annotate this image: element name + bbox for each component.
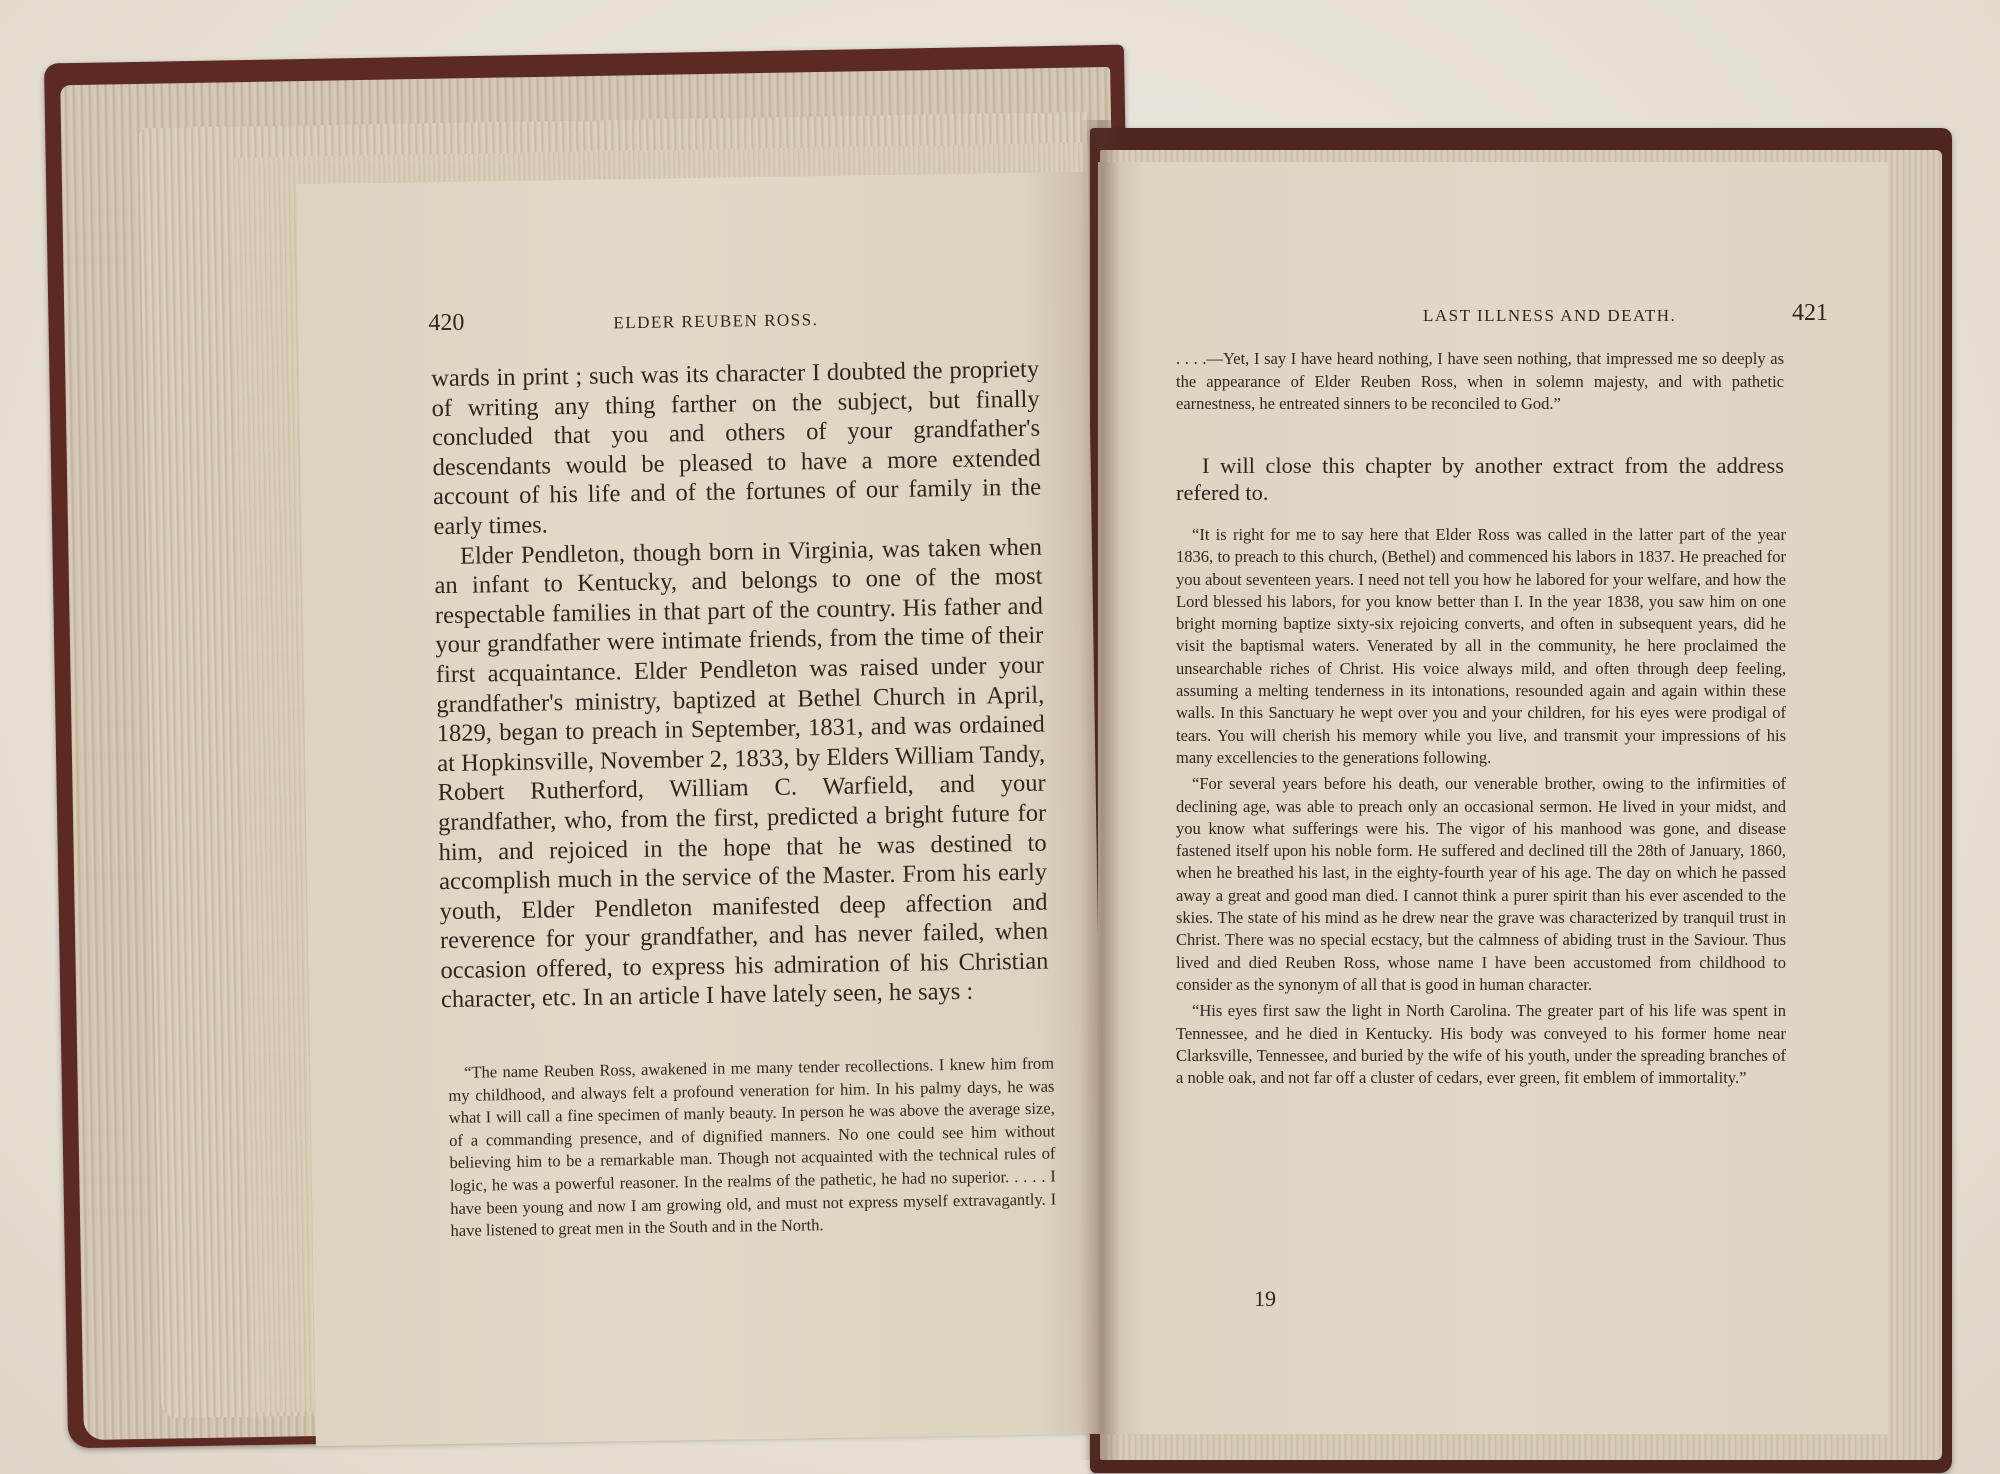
right-top-quote <box>1176 348 1784 416</box>
book-gutter-shadow <box>1080 120 1120 1460</box>
right-body-text <box>1176 452 1784 506</box>
right-quote-paragraph: “His eyes first saw the light in North Carolina. The greater part of his life was spent in Tennessee, and he died in Kentucky. His body was conveyed to his former home near Clarksville, Tennessee, and buried by the wife of his youth, under the spreading branches of a noble oak, and not far off a cluster of cedars, ever green, fit emblem of immortality.” <box>1176 1001 1786 1088</box>
right-block-quote <box>1176 524 1786 1089</box>
right-quote-paragraph: “For several years before his death, our venerable brother, owing to the infirmities of declining age, was able to preach only an occasional sermon. He lived in your midst, and you know what sufferings were his. The vigor of his manhood was gone, and disease fastened itself upon his noble form. He suffered and declined till the 28th of January, 1860, when he breathed his last, in the eighty-fourth year of his age. The day on which he passed away a great and good man died. I cannot think a purer spirit than his ever ascended to the skies. The state of his mind as he drew near the grave was characterized by tranquil trust in Christ. There was no special ecstacy, but the calmness of abiding trust in the Saviour. Thus lived and died Reuben Ross, whose name I have been accustomed from childhood to consider as the synonym of all that is good in human character. <box>1176 774 1786 994</box>
left-page <box>296 172 1106 1446</box>
left-running-head <box>428 301 1028 340</box>
right-page-number: 421 <box>1792 300 1828 326</box>
right-body-paragraph: I will close this chapter by another extract from the address refered to. <box>1176 453 1784 505</box>
left-body-paragraph: Elder Pendleton, though born in Virginia, was taken when an infant to Kentucky, and belongs to one of the most respectable families in that part of the country. His father and your grandfather were intimate friends, from the time of their first acquaintance. Elder Pendleton was raised under your grandfather's ministry, baptized at Bethel Church in April, 1829, began to preach in September, 1831, and was ordained at Hopkinsville, November 2, 1833, by Elders William Tandy, Robert Rutherford, William C. Warfield, and your grandfather, who, from the first, predicted a bright future for him, and rejoiced in the hope that he was destined to accomplish much in the service of the Master. From his early youth, Elder Pendleton manifested deep affection and reverence for your grandfather, and has never failed, when occasion offered, to express his admiration of his Christian character, etc. In an article I have lately seen, he says : <box>434 533 1049 1014</box>
left-block-quote <box>448 1052 1057 1242</box>
left-running-title: ELDER REUBEN ROSS. <box>613 310 819 333</box>
left-body-paragraph: wards in print ; such was its character I doubted the propriety of writing any thing farther on the subject, but finally concluded that you and others of your grandfather's descendants would be pleased to have a more extended account of his life and of the fortunes of our family in the early times. <box>430 355 1042 541</box>
left-body-text <box>431 355 1049 1016</box>
right-quote-paragraph: “It is right for me to say here that Elder Ross was called in the latter part of the year 1836, to preach to this church, (Bethel) and commenced his labors in 1837. He preached for you about seventeen years. I need not tell you how he labored for your welfare, and how the Lord blessed his labors, for you know better than I. In the year 1838, you saw him on one bright morning baptize sixty-six rejoicing converts, and often in subsequent years, did he visit the baptismal waters. Venerated by all in the community, he here proclaimed the unsearchable riches of Christ. His voice always mild, and often through deep feeling, assuming a melting tenderness in its intonations, resounded again and again within these walls. In this Sanctuary he wept over you and your children, for his eyes were prodigal of tears. You will cherish his memory while you live, and transmit your impressions of his many excellencies to the generations following. <box>1176 525 1786 767</box>
right-top-quote-text: . . . .—Yet, I say I have heard nothing, I have seen nothing, that impressed me so deeply as the appearance of Elder Reuben Ross, when in solemn majesty, and with pathetic earnestness, he entreated sinners to be reconciled to God.” <box>1176 349 1784 414</box>
left-quote-paragraph: “The name Reuben Ross, awakened in me many tender recollections. I knew him from my childhood, and always felt a profound veneration for him. In his palmy days, he was what I will call a fine specimen of manly beauty. In person he was above the average size, of a commanding presence, and of dignified manners. No one could see him without believing him to be a remarkable man. Though not acquainted with the technical rules of logic, he was a powerful reasoner. In the realms of the pathetic, he had no superior. . . . . I have been young and now I am growing old, and must not express myself extravagantly. I have listened to great men in the South and in the North. <box>448 1053 1057 1241</box>
right-page <box>1098 162 1888 1434</box>
right-running-head <box>1178 300 1828 330</box>
right-running-title: LAST ILLNESS AND DEATH. <box>1423 306 1677 325</box>
left-page-number: 420 <box>428 309 465 337</box>
signature-mark: 19 <box>1254 1286 1276 1311</box>
